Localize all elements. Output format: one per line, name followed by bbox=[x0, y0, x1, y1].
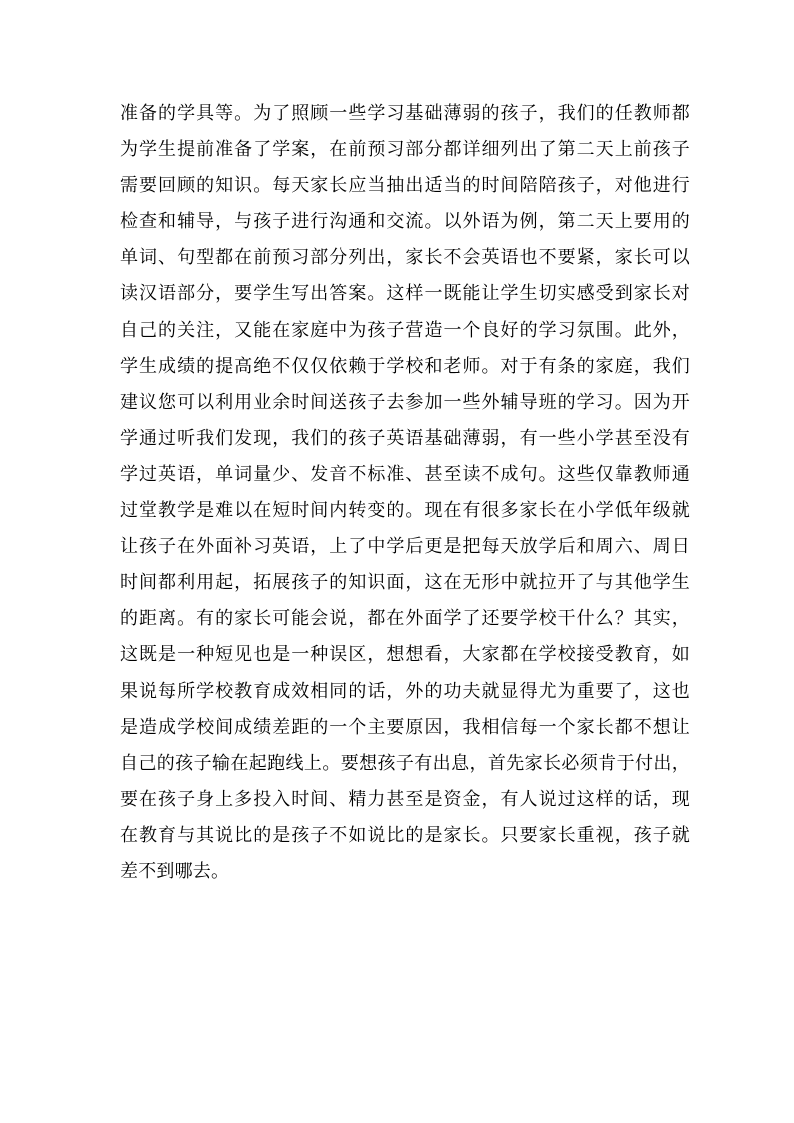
text-line: 时间都利用起，拓展孩子的知识面，这在无形中就拉开了与其他学生 bbox=[120, 572, 690, 594]
text-line: 建议您可以利用业余时间送孩子去参加一些外辅导班的学习。因为开 bbox=[120, 391, 690, 413]
text-line: 学通过听我们发现，我们的孩子英语基础薄弱，有一些小学甚至没有 bbox=[120, 427, 690, 449]
text-line: 为学生提前准备了学案，在前预习部分都详细列出了第二天上前孩子 bbox=[120, 139, 690, 161]
text-line: 自己的孩子输在起跑线上。要想孩子有出息，首先家长必须肯于付出， bbox=[120, 752, 690, 774]
text-line: 让孩子在外面补习英语，上了中学后更是把每天放学后和周六、周日 bbox=[120, 536, 690, 558]
text-line: 准备的学具等。为了照顾一些学习基础薄弱的孩子，我们的任教师都 bbox=[120, 103, 690, 124]
text-line: 在教育与其说比的是孩子不如说比的是家长。只要家长重视，孩子就 bbox=[120, 824, 690, 846]
text-line: 学生成绩的提高绝不仅仅依赖于学校和老师。对于有条的家庭，我们 bbox=[120, 355, 690, 377]
text-line: 的距离。有的家长可能会说，都在外面学了还要学校干什么？其实， bbox=[120, 608, 690, 630]
text-line: 自己的关注，又能在家庭中为孩子营造一个良好的学习氛围。此外， bbox=[120, 319, 690, 341]
text-line: 果说每所学校教育成效相同的话，外的功夫就显得尤为重要了，这也 bbox=[120, 680, 690, 702]
body-paragraph bbox=[120, 96, 690, 890]
text-line: 需要回顾的知识。每天家长应当抽出适当的时间陪陪孩子，对他进行 bbox=[120, 175, 690, 197]
text-line: 这既是一种短见也是一种误区，想想看，大家都在学校接受教育，如 bbox=[120, 644, 690, 666]
text-line: 差不到哪去。 bbox=[120, 860, 230, 882]
text-line: 读汉语部分，要学生写出答案。这样一既能让学生切实感受到家长对 bbox=[120, 283, 690, 305]
text-line: 学过英语，单词量少、发音不标准、甚至读不成句。这些仅靠教师通 bbox=[120, 463, 690, 485]
text-line: 要在孩子身上多投入时间、精力甚至是资金，有人说过这样的话，现 bbox=[120, 788, 690, 810]
text-line: 过堂教学是难以在短时间内转变的。现在有很多家长在小学低年级就 bbox=[120, 500, 690, 522]
text-line: 是造成学校间成绩差距的一个主要原因，我相信每一个家长都不想让 bbox=[120, 716, 690, 738]
text-line: 单词、句型都在前预习部分列出，家长不会英语也不要紧，家长可以 bbox=[120, 247, 690, 269]
text-line: 检查和辅导，与孩子进行沟通和交流。以外语为例，第二天上要用的 bbox=[120, 211, 690, 233]
